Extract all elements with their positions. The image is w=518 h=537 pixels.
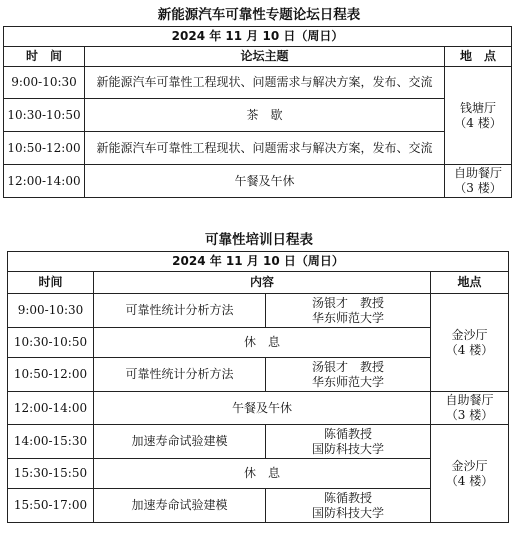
training-row-speaker [266,294,431,328]
forum-row-time: 10:30-10:50 [4,99,85,132]
forum-row-topic: 新能源汽车可靠性工程现状、问题需求与解决方案，发布、交流 [85,132,445,165]
speaker-name: 汤银才 教授 [311,359,384,374]
training-row-course: 加速寿命试验建模 [94,489,266,523]
place-floor: （3 楼） [445,408,494,422]
training-header-row [8,272,509,294]
training-title: 可靠性培训日程表 [205,232,313,248]
training-row-time: 14:00-15:30 [8,425,94,459]
training-row-speaker [266,489,431,523]
speaker-org: 华东师范大学 [311,374,384,389]
place-floor: （3 楼） [454,181,502,195]
training-header-content: 内容 [94,272,431,294]
speaker-name: 陈循教授 [323,490,372,505]
place-name: 金沙厅 [451,327,488,342]
training-place-jinsha-afternoon [431,425,509,523]
training-place-jinsha [431,294,509,392]
forum-row [4,165,512,198]
training-row-course: 可靠性统计分析方法 [94,294,266,328]
forum-title: 新能源汽车可靠性专题论坛日程表 [157,7,361,23]
training-date-row [8,252,509,272]
training-row-break: 休 息 [94,328,431,358]
speaker-org: 国防科技大学 [311,505,384,520]
training-row-time: 9:00-10:30 [8,294,94,328]
place-name: 自助餐厅 [453,166,502,180]
training-row-break: 午餐及午休 [94,392,431,425]
place-name: 钱塘厅 [459,100,496,115]
training-row-time: 12:00-14:00 [8,392,94,425]
training-row-time: 10:30-10:50 [8,328,94,358]
forum-header-time: 时 间 [4,47,85,67]
speaker-org: 国防科技大学 [311,441,384,456]
training-header-place: 地点 [431,272,509,294]
forum-row [4,99,512,132]
training-row-course: 可靠性统计分析方法 [94,358,266,392]
forum-row-topic: 午餐及午休 [85,165,445,198]
forum-place-buffet [445,165,512,198]
forum-date: 2024 年 11 月 10 日（周日） [4,27,512,47]
training-row-time: 15:50-17:00 [8,489,94,523]
speaker-name: 陈循教授 [323,426,372,441]
forum-row [4,132,512,165]
place-name: 自助餐厅 [445,393,494,407]
forum-row-time: 10:50-12:00 [4,132,85,165]
training-row [8,294,509,328]
training-row-speaker [266,425,431,459]
training-row-course: 加速寿命试验建模 [94,425,266,459]
place-name: 金沙厅 [451,458,488,473]
forum-header-place: 地 点 [445,47,512,67]
training-row-break: 休 息 [94,459,431,489]
training-row [8,425,509,459]
training-row-speaker [266,358,431,392]
place-floor: （4 楼） [445,473,494,488]
forum-place-qiantang [445,67,512,165]
forum-row-time: 9:00-10:30 [4,67,85,99]
forum-row-time: 12:00-14:00 [4,165,85,198]
place-floor: （4 楼） [454,115,502,130]
forum-header-topic: 论坛主题 [85,47,445,67]
training-date: 2024 年 11 月 10 日（周日） [8,252,509,272]
forum-row-topic: 茶 歇 [85,99,445,132]
forum-row [4,67,512,99]
speaker-org: 华东师范大学 [311,310,384,325]
place-floor: （4 楼） [445,342,494,357]
forum-schedule-table [3,26,512,198]
forum-row-topic: 新能源汽车可靠性工程现状、问题需求与解决方案，发布、交流 [85,67,445,99]
training-row [8,392,509,425]
forum-header-row [4,47,512,67]
speaker-name: 汤银才 教授 [311,295,384,310]
forum-date-row [4,27,512,47]
training-row-time: 15:30-15:50 [8,459,94,489]
training-header-time: 时间 [8,272,94,294]
training-row-time: 10:50-12:00 [8,358,94,392]
training-place-buffet [431,392,509,425]
training-schedule-table [7,251,509,523]
